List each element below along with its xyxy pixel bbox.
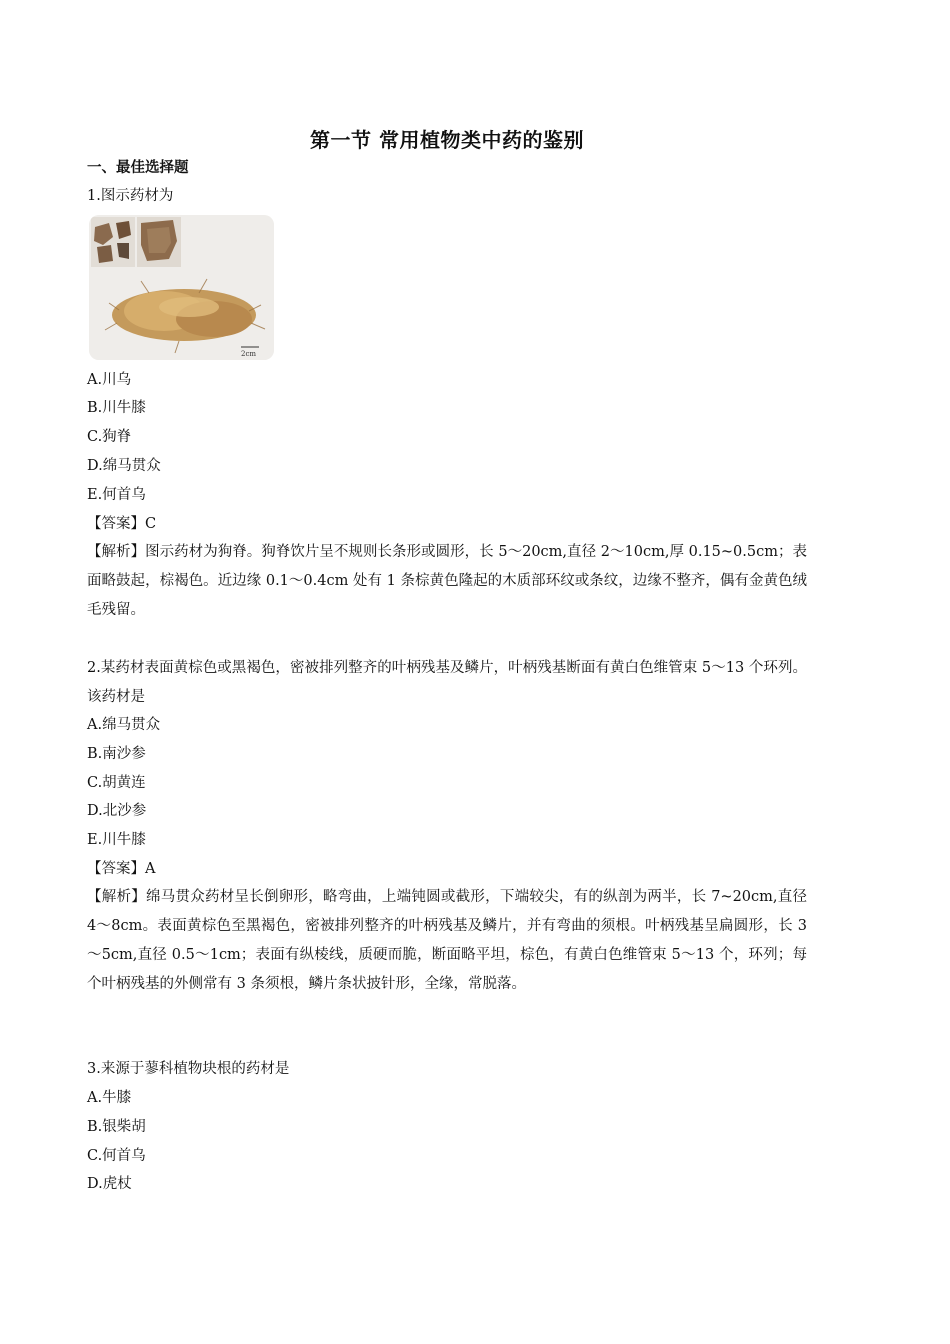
q1-option-e: E.何首乌: [87, 487, 146, 503]
figure-scale-label: 2cm: [241, 350, 257, 358]
q3-option-a: A.牛膝: [87, 1090, 132, 1106]
q1-option-c: C.狗脊: [87, 429, 132, 445]
q2-option-e: E.川牛膝: [87, 832, 146, 848]
q2-option-d: D.北沙参: [87, 803, 147, 819]
q1-analysis: 【解析】图示药材为狗脊。狗脊饮片呈不规则长条形或圆形，长 5～20cm,直径 2～10cm,厚 0.15~0.5cm；表面略鼓起，棕褐色。近边缘 0.1～0.4cm 处有 1 条棕黄色隆起的木质部环纹或条纹，边缘不整齐，偶有金黄色绒毛残留。: [87, 544, 807, 618]
q3-option-d: D.虎杖: [87, 1176, 132, 1192]
herb-figure-image: [89, 215, 274, 360]
q1-answer: 【答案】C: [87, 516, 157, 532]
q1-option-a: A.川乌: [87, 372, 132, 388]
q2-analysis: 【解析】绵马贯众药材呈长倒卵形，略弯曲，上端钝圆或截形，下端较尖，有的纵剖为两半，长 7~20cm,直径 4～8cm。表面黄棕色至黑褐色，密被排列整齐的叶柄残基及鳞片，并有弯曲的须根。叶柄残基呈扁圆形，长 3～5cm,直径 0.5～1cm；表面有纵棱线，质硬而脆，断面略平坦，棕色，有黄白色维管束 5～13 个，环列；每个叶柄残基的外侧常有 3 条须根，鳞片条状披针形，全缘，常脱落。: [87, 889, 807, 992]
q2-answer: 【答案】A: [87, 861, 156, 877]
question-2-stem: 2.某药材表面黄棕色或黑褐色，密被排列整齐的叶柄残基及鳞片，叶柄残基断面有黄白色维管束 5～13 个环列。该药材是: [87, 660, 807, 705]
cibot-rhizome-illustration: [89, 215, 274, 360]
q3-option-c: C.何首乌: [87, 1148, 146, 1164]
q2-option-c: C.胡黄连: [87, 775, 146, 791]
page-title: 第一节 常用植物类中药的鉴别: [310, 128, 584, 152]
q3-option-b: B.银柴胡: [87, 1119, 146, 1135]
question-3-stem: 3.来源于蓼科植物块根的药材是: [87, 1061, 290, 1077]
section-heading: 一、最佳选择题: [87, 160, 189, 176]
q1-option-d: D.绵马贯众: [87, 458, 161, 474]
q1-option-b: B.川牛膝: [87, 400, 146, 416]
question-1-stem: 1.图示药材为: [87, 188, 174, 204]
q2-option-a: A.绵马贯众: [87, 717, 161, 733]
q2-option-b: B.南沙参: [87, 746, 146, 762]
